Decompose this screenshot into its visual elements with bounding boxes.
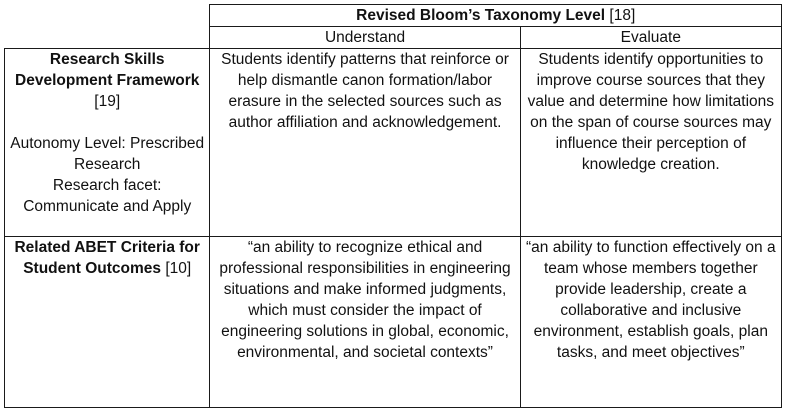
abet-evaluate-cell: “an ability to function effectively on a team whose members together provide leadership, create a collaborative and inclusive environment, establish goals, plan tasks, and meet objectives”: [520, 237, 781, 408]
research-understand-cell: Students identify patterns that reinforce or help dismantle canon formation/labor erasure in the selected sources such as author affiliation and acknowledgement.: [210, 49, 520, 237]
taxonomy-title-ref: [18]: [605, 7, 636, 24]
header-title-row: [5, 5, 782, 27]
abet-ref: [10]: [161, 260, 192, 277]
autonomy-level-text: Autonomy Level: Prescribed Research: [10, 135, 205, 173]
research-skills-label-cell: [5, 49, 210, 237]
abet-understand-cell: “an ability to recognize ethical and professional responsibilities in engineering situations and make informed judgments, which must consider the impact of engineering solutions in global, economic, environmental, and societal contexts”: [210, 237, 520, 408]
abet-label: Related ABET Criteria for Student Outcomes: [14, 239, 200, 277]
abet-label-cell: [5, 237, 210, 408]
taxonomy-table: [4, 4, 782, 408]
research-skills-row: [5, 49, 782, 237]
research-skills-ref: [19]: [94, 93, 121, 110]
header-levels-row: [5, 27, 782, 49]
level-evaluate-header: Evaluate: [520, 27, 781, 49]
research-skills-label: Research Skills Development Framework: [15, 51, 200, 89]
taxonomy-title: Revised Bloom’s Taxonomy Level: [356, 7, 606, 24]
research-facet-text: Research facet: Communicate and Apply: [23, 177, 192, 215]
blank-corner-cell-2: [5, 27, 210, 49]
level-understand-header: Understand: [210, 27, 520, 49]
taxonomy-title-cell: [210, 5, 782, 27]
abet-criteria-row: [5, 237, 782, 408]
label-spacer: [9, 112, 205, 133]
research-evaluate-cell: Students identify opportunities to improve course sources that they value and determine how limitations on the span of course sources may influence their perception of knowledge creation.: [520, 49, 781, 237]
blank-corner-cell: [5, 5, 210, 27]
